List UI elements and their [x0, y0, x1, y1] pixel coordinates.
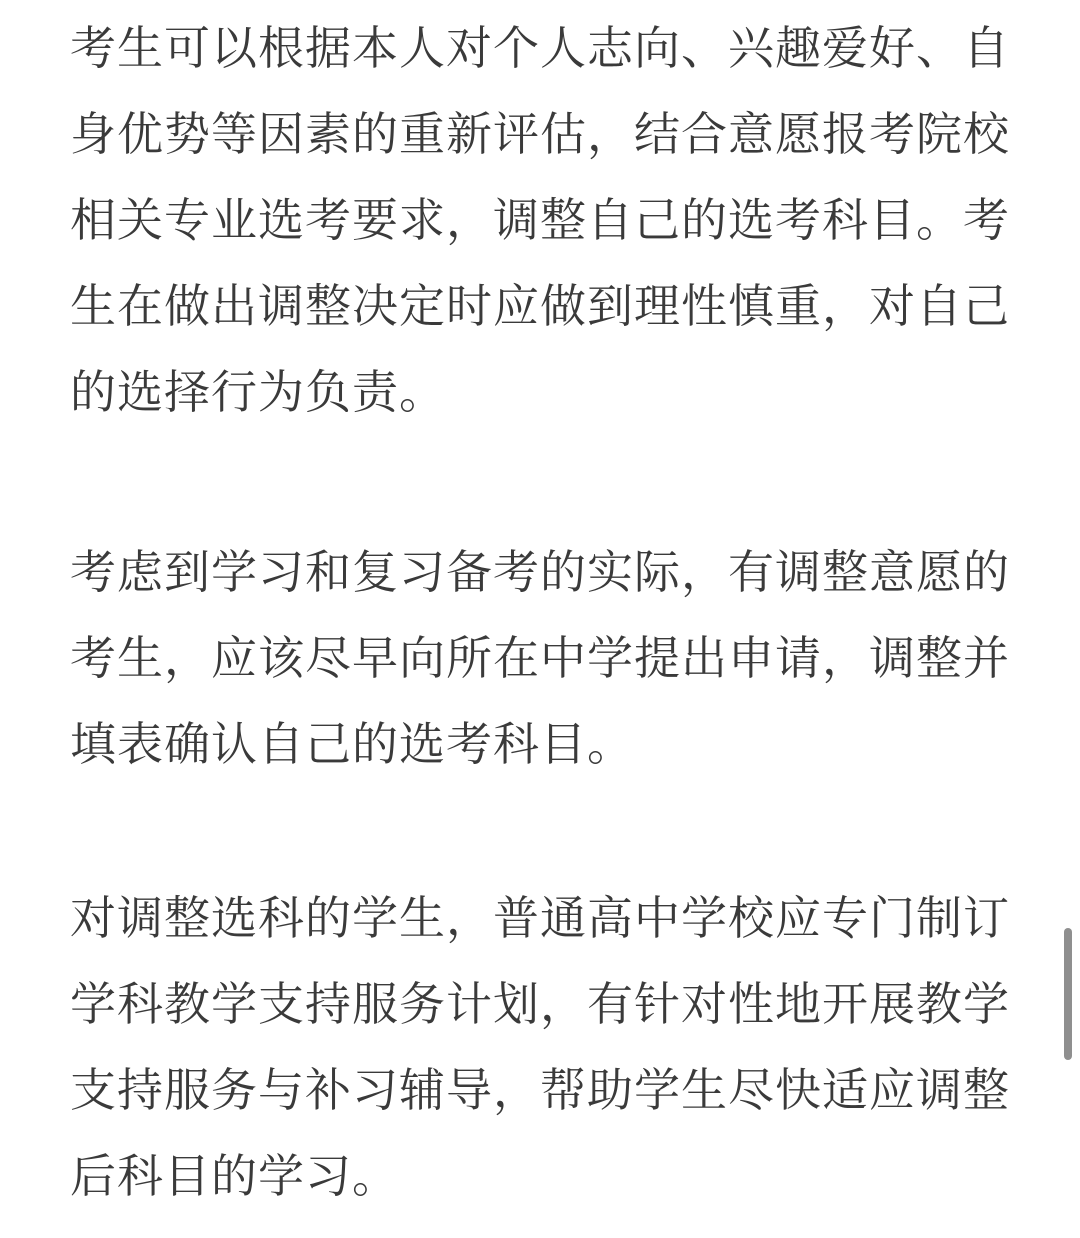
vertical-scrollbar-thumb[interactable]: [1064, 928, 1072, 1060]
paragraph-3: 对调整选科的学生，普通高中学校应专门制订学科教学支持服务计划，有针对性地开展教学支持服务与补习辅导，帮助学生尽快适应调整后科目的学习。: [70, 891, 1010, 1203]
paragraph-2: 考虑到学习和复习备考的实际，有调整意愿的考生，应该尽早向所在中学提出申请，调整并填表确认自己的选考科目。: [70, 545, 1010, 771]
paragraph-1: 考生可以根据本人对个人志向、兴趣爱好、自身优势等因素的重新评估，结合意愿报考院校相关专业选考要求，调整自己的选考科目。考生在做出调整决定时应做到理性慎重，对自己的选择行为负责。: [70, 21, 1010, 419]
